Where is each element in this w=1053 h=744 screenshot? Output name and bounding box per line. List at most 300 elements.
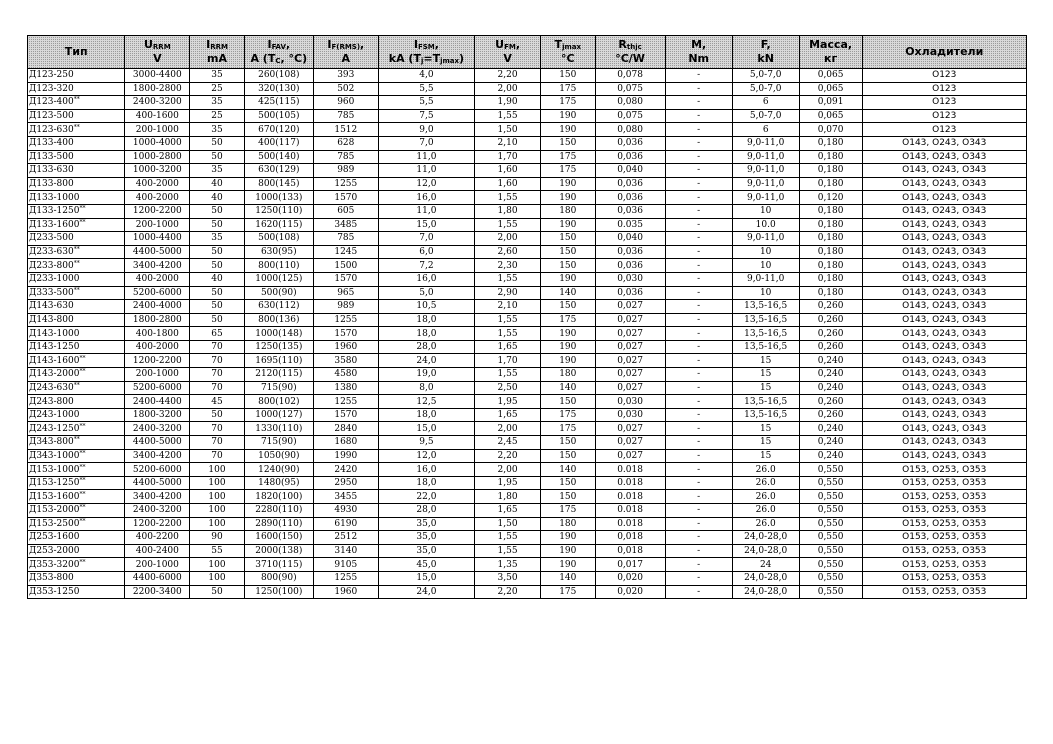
table-row [28,218,1027,232]
torque-cell: - [665,82,732,96]
ifav-cell: 630(129) [244,164,313,178]
irrm-cell: 50 [190,136,244,150]
ufm-cell: 3,50 [475,571,541,585]
ifrms-cell: 1255 [313,395,378,409]
ifav-cell: 500(108) [244,232,313,246]
ifsm-cell: 28,0 [378,340,474,354]
col-rthjc: $R_{thjc}$ °C/W [595,36,665,69]
rthjc-cell: 0,030 [595,272,665,286]
rthjc-cell: 0,075 [595,82,665,96]
irrm-cell: 50 [190,218,244,232]
table-row [28,164,1027,178]
ufm-cell: 1,60 [475,164,541,178]
ifrms-cell: 9105 [313,558,378,572]
table-row [28,191,1027,205]
coolers-cell: O143, O243, O343 [862,408,1026,422]
footnote-mark: ** [73,123,80,131]
mass-cell: 0,240 [799,368,862,382]
rthjc-cell: 0,036 [595,177,665,191]
table-row [28,96,1027,110]
force-cell: 9,0-11,0 [732,191,799,205]
ufm-cell: 1,80 [475,204,541,218]
mass-cell: 0,550 [799,490,862,504]
type-cell [28,368,125,382]
ufm-cell: 2,20 [475,69,541,83]
tjmax-cell: 150 [541,136,595,150]
ifav-cell: 1000(125) [244,272,313,286]
ifav-cell: 1250(110) [244,204,313,218]
type-label: Д153-1250 [29,478,80,489]
irrm-cell: 45 [190,395,244,409]
irrm-cell: 70 [190,340,244,354]
ifav-cell: 1000(148) [244,327,313,341]
mass-cell: 0,550 [799,476,862,490]
footnote-mark: ** [73,259,80,267]
irrm-cell: 50 [190,259,244,273]
ufm-cell: 1,55 [475,218,541,232]
force-cell: 5,0-7,0 [732,82,799,96]
col-ifav: $I_{FAV}$, A ($T_C$, °C) [244,36,313,69]
table-row [28,232,1027,246]
coolers-cell: O143, O243, O343 [862,272,1026,286]
ufm-cell: 1,65 [475,504,541,518]
rthjc-cell: 0.018 [595,463,665,477]
tjmax-cell: 190 [541,191,595,205]
ifsm-cell: 35,0 [378,517,474,531]
ifav-cell: 1695(110) [244,354,313,368]
col-force: F, kN [732,36,799,69]
rthjc-cell: 0,027 [595,368,665,382]
ifrms-cell: 1570 [313,191,378,205]
type-label: Д253-1600 [29,532,80,543]
type-label: Д143-1600 [29,355,80,366]
urrm-cell: 1000-4000 [125,136,190,150]
rthjc-cell: 0,030 [595,395,665,409]
tjmax-cell: 190 [541,123,595,137]
ifsm-cell: 24,0 [378,585,474,599]
coolers-cell: O143, O243, O343 [862,164,1026,178]
tjmax-cell: 140 [541,571,595,585]
ufm-cell: 1,55 [475,531,541,545]
coolers-cell: O143, O243, O343 [862,395,1026,409]
urrm-cell: 400-2200 [125,531,190,545]
coolers-cell: O143, O243, O343 [862,150,1026,164]
ifrms-cell: 1255 [313,313,378,327]
type-label: Д153-1000 [29,464,80,475]
urrm-cell: 4400-5000 [125,476,190,490]
coolers-cell: O143, O243, O343 [862,245,1026,259]
ifsm-cell: 18,0 [378,313,474,327]
irrm-cell: 100 [190,490,244,504]
ifav-cell: 800(136) [244,313,313,327]
ufm-cell: 1,55 [475,544,541,558]
ifsm-cell: 15,0 [378,218,474,232]
ifrms-cell: 393 [313,69,378,83]
rthjc-cell: 0,036 [595,136,665,150]
ifsm-cell: 9,5 [378,436,474,450]
ifav-cell: 1250(100) [244,585,313,599]
type-label: Д243-1000 [29,410,80,421]
mass-cell: 0,065 [799,69,862,83]
ufm-cell: 1,55 [475,272,541,286]
type-cell [28,259,125,273]
mass-cell: 0,550 [799,504,862,518]
rthjc-cell: 0,036 [595,204,665,218]
ifrms-cell: 3485 [313,218,378,232]
coolers-cell: O143, O243, O343 [862,354,1026,368]
ufm-cell: 2,20 [475,585,541,599]
type-cell [28,340,125,354]
ifsm-cell: 18,0 [378,408,474,422]
torque-cell: - [665,558,732,572]
rthjc-cell: 0,020 [595,571,665,585]
ifrms-cell: 1960 [313,340,378,354]
ifrms-cell: 1255 [313,571,378,585]
ifrms-cell: 1512 [313,123,378,137]
urrm-cell: 2200-3400 [125,585,190,599]
ifav-cell: 630(95) [244,245,313,259]
table-row [28,123,1027,137]
footnote-mark: ** [79,205,86,213]
type-cell [28,300,125,314]
type-label: Д243-800 [29,396,74,407]
ifav-cell: 800(145) [244,177,313,191]
type-cell [28,422,125,436]
table-row [28,245,1027,259]
ufm-cell: 1,65 [475,340,541,354]
type-cell [28,191,125,205]
force-cell: 26.0 [732,490,799,504]
table-row [28,571,1027,585]
force-cell: 15 [732,422,799,436]
ufm-cell: 1,65 [475,408,541,422]
force-cell: 24,0-28,0 [732,571,799,585]
irrm-cell: 70 [190,368,244,382]
mass-cell: 0,180 [799,164,862,178]
torque-cell: - [665,191,732,205]
type-label: Д353-1250 [29,586,80,597]
rthjc-cell: 0,036 [595,150,665,164]
diode-spec-table [27,35,1027,599]
rthjc-cell: 0.035 [595,218,665,232]
coolers-cell: O143, O243, O343 [862,436,1026,450]
urrm-cell: 5200-6000 [125,286,190,300]
irrm-cell: 50 [190,204,244,218]
torque-cell: - [665,463,732,477]
ifsm-cell: 10,5 [378,300,474,314]
table-row [28,177,1027,191]
torque-cell: - [665,490,732,504]
type-label: Д133-500 [29,151,74,162]
ifsm-cell: 35,0 [378,544,474,558]
type-label: Д333-500 [29,287,74,298]
coolers-cell: O153, O253, O353 [862,585,1026,599]
col-tjmax: $T_{jmax}$ °C [541,36,595,69]
ifav-cell: 1000(127) [244,408,313,422]
coolers-cell: O143, O243, O343 [862,449,1026,463]
ifrms-cell: 989 [313,164,378,178]
torque-cell: - [665,504,732,518]
type-label: Д353-800 [29,573,74,584]
ifrms-cell: 605 [313,204,378,218]
irrm-cell: 35 [190,232,244,246]
torque-cell: - [665,368,732,382]
footnote-mark: ** [73,246,80,254]
mass-cell: 0,550 [799,558,862,572]
rthjc-cell: 0.018 [595,476,665,490]
tjmax-cell: 180 [541,368,595,382]
irrm-cell: 70 [190,422,244,436]
rthjc-cell: 0,080 [595,123,665,137]
tjmax-cell: 140 [541,286,595,300]
torque-cell: - [665,136,732,150]
type-cell [28,96,125,110]
force-cell: 10 [732,259,799,273]
type-label: Д133-1600 [29,219,80,230]
irrm-cell: 40 [190,191,244,205]
coolers-cell: O123 [862,109,1026,123]
torque-cell: - [665,164,732,178]
ufm-cell: 2,10 [475,136,541,150]
ifrms-cell: 1500 [313,259,378,273]
urrm-cell: 4400-5000 [125,245,190,259]
ifrms-cell: 3580 [313,354,378,368]
type-label: Д123-400 [29,97,74,108]
urrm-cell: 400-2000 [125,340,190,354]
rthjc-cell: 0,075 [595,109,665,123]
irrm-cell: 50 [190,408,244,422]
tjmax-cell: 190 [541,272,595,286]
type-label: Д143-2000 [29,369,80,380]
torque-cell: - [665,69,732,83]
ufm-cell: 1,50 [475,517,541,531]
ifrms-cell: 989 [313,300,378,314]
rthjc-cell: 0,018 [595,544,665,558]
force-cell: 26.0 [732,476,799,490]
torque-cell: - [665,272,732,286]
type-cell [28,327,125,341]
ufm-cell: 2,90 [475,286,541,300]
type-cell [28,69,125,83]
rthjc-cell: 0,030 [595,408,665,422]
coolers-cell: O143, O243, O343 [862,422,1026,436]
coolers-cell: O153, O253, O353 [862,490,1026,504]
rthjc-cell: 0,080 [595,96,665,110]
ifrms-cell: 1570 [313,327,378,341]
tjmax-cell: 190 [541,354,595,368]
ifsm-cell: 16,0 [378,272,474,286]
tjmax-cell: 150 [541,259,595,273]
ifsm-cell: 15,0 [378,571,474,585]
col-ifsm: $I_{FSM}$, kA $(T_j=T_{jmax})$ [378,36,474,69]
irrm-cell: 50 [190,150,244,164]
tjmax-cell: 190 [541,327,595,341]
col-torque: M, Nm [665,36,732,69]
ufm-cell: 2,00 [475,232,541,246]
table-row [28,272,1027,286]
coolers-cell: O153, O253, O353 [862,517,1026,531]
type-cell [28,408,125,422]
mass-cell: 0,260 [799,340,862,354]
irrm-cell: 25 [190,82,244,96]
type-cell [28,354,125,368]
col-ifrms: $I_{F(RMS)}$, A [313,36,378,69]
irrm-cell: 35 [190,69,244,83]
tjmax-cell: 190 [541,109,595,123]
torque-cell: - [665,340,732,354]
ifav-cell: 500(105) [244,109,313,123]
table-row [28,354,1027,368]
coolers-cell: O143, O243, O343 [862,191,1026,205]
urrm-cell: 1800-2800 [125,313,190,327]
ifsm-cell: 24,0 [378,354,474,368]
ifsm-cell: 16,0 [378,191,474,205]
torque-cell: - [665,150,732,164]
table-row [28,463,1027,477]
irrm-cell: 50 [190,245,244,259]
col-type: Тип [28,36,125,69]
table-row [28,449,1027,463]
table-row [28,504,1027,518]
urrm-cell: 1000-2800 [125,150,190,164]
footnote-mark: ** [79,218,86,226]
tjmax-cell: 150 [541,449,595,463]
torque-cell: - [665,381,732,395]
ufm-cell: 2,50 [475,381,541,395]
rthjc-cell: 0,027 [595,327,665,341]
rthjc-cell: 0.018 [595,490,665,504]
table-header [28,36,1027,69]
ifav-cell: 2890(110) [244,517,313,531]
ifsm-cell: 7,0 [378,136,474,150]
mass-cell: 0,180 [799,218,862,232]
mass-cell: 0,240 [799,449,862,463]
torque-cell: - [665,354,732,368]
type-cell [28,286,125,300]
force-cell: 15 [732,354,799,368]
table-row [28,558,1027,572]
irrm-cell: 90 [190,531,244,545]
ifav-cell: 425(115) [244,96,313,110]
table-row [28,340,1027,354]
tjmax-cell: 175 [541,96,595,110]
mass-cell: 0,550 [799,571,862,585]
torque-cell: - [665,544,732,558]
type-label: Д123-250 [29,70,74,81]
type-cell [28,531,125,545]
irrm-cell: 100 [190,517,244,531]
ifav-cell: 320(130) [244,82,313,96]
coolers-cell: O153, O253, O353 [862,571,1026,585]
type-label: Д133-800 [29,179,74,190]
ifav-cell: 800(110) [244,259,313,273]
torque-cell: - [665,259,732,273]
force-cell: 24,0-28,0 [732,531,799,545]
coolers-cell: O123 [862,82,1026,96]
irrm-cell: 100 [190,463,244,477]
footnote-mark: ** [79,354,86,362]
rthjc-cell: 0,027 [595,340,665,354]
type-cell [28,490,125,504]
mass-cell: 0,180 [799,136,862,150]
type-label: Д143-630 [29,301,74,312]
ifrms-cell: 502 [313,82,378,96]
rthjc-cell: 0.018 [595,504,665,518]
torque-cell: - [665,327,732,341]
coolers-cell: O143, O243, O343 [862,313,1026,327]
ifsm-cell: 11,0 [378,204,474,218]
ufm-cell: 1,55 [475,368,541,382]
footnote-mark: ** [73,96,80,104]
ufm-cell: 2,45 [475,436,541,450]
urrm-cell: 2400-4400 [125,395,190,409]
mass-cell: 0,260 [799,408,862,422]
mass-cell: 0,070 [799,123,862,137]
ifav-cell: 800(90) [244,571,313,585]
table-row [28,300,1027,314]
ifrms-cell: 1570 [313,272,378,286]
type-cell [28,395,125,409]
tjmax-cell: 175 [541,313,595,327]
irrm-cell: 40 [190,177,244,191]
ifsm-cell: 11,0 [378,150,474,164]
urrm-cell: 200-1000 [125,218,190,232]
tjmax-cell: 190 [541,218,595,232]
ifsm-cell: 28,0 [378,504,474,518]
ifsm-cell: 5,0 [378,286,474,300]
coolers-cell: O143, O243, O343 [862,136,1026,150]
ifrms-cell: 1680 [313,436,378,450]
irrm-cell: 50 [190,300,244,314]
ifav-cell: 630(112) [244,300,313,314]
table-row [28,204,1027,218]
ufm-cell: 2,20 [475,449,541,463]
irrm-cell: 70 [190,436,244,450]
ifrms-cell: 1245 [313,245,378,259]
irrm-cell: 65 [190,327,244,341]
table-row [28,585,1027,599]
urrm-cell: 400-2400 [125,544,190,558]
ifsm-cell: 5,5 [378,96,474,110]
ifsm-cell: 35,0 [378,531,474,545]
table-row [28,395,1027,409]
irrm-cell: 50 [190,585,244,599]
mass-cell: 0,260 [799,300,862,314]
ifsm-cell: 45,0 [378,558,474,572]
coolers-cell: O153, O253, O353 [862,504,1026,518]
ifsm-cell: 5,5 [378,82,474,96]
tjmax-cell: 150 [541,232,595,246]
type-cell [28,544,125,558]
coolers-cell: O153, O253, O353 [862,558,1026,572]
urrm-cell: 1800-3200 [125,408,190,422]
urrm-cell: 1200-2200 [125,517,190,531]
tjmax-cell: 175 [541,585,595,599]
type-label: Д343-1000 [29,450,80,461]
table-row [28,368,1027,382]
rthjc-cell: 0.018 [595,517,665,531]
ufm-cell: 2,00 [475,463,541,477]
rthjc-cell: 0,040 [595,232,665,246]
torque-cell: - [665,218,732,232]
table-row [28,531,1027,545]
ifrms-cell: 1255 [313,177,378,191]
irrm-cell: 70 [190,381,244,395]
ufm-cell: 1,70 [475,150,541,164]
footnote-mark: ** [79,517,86,525]
rthjc-cell: 0,027 [595,449,665,463]
mass-cell: 0,120 [799,191,862,205]
